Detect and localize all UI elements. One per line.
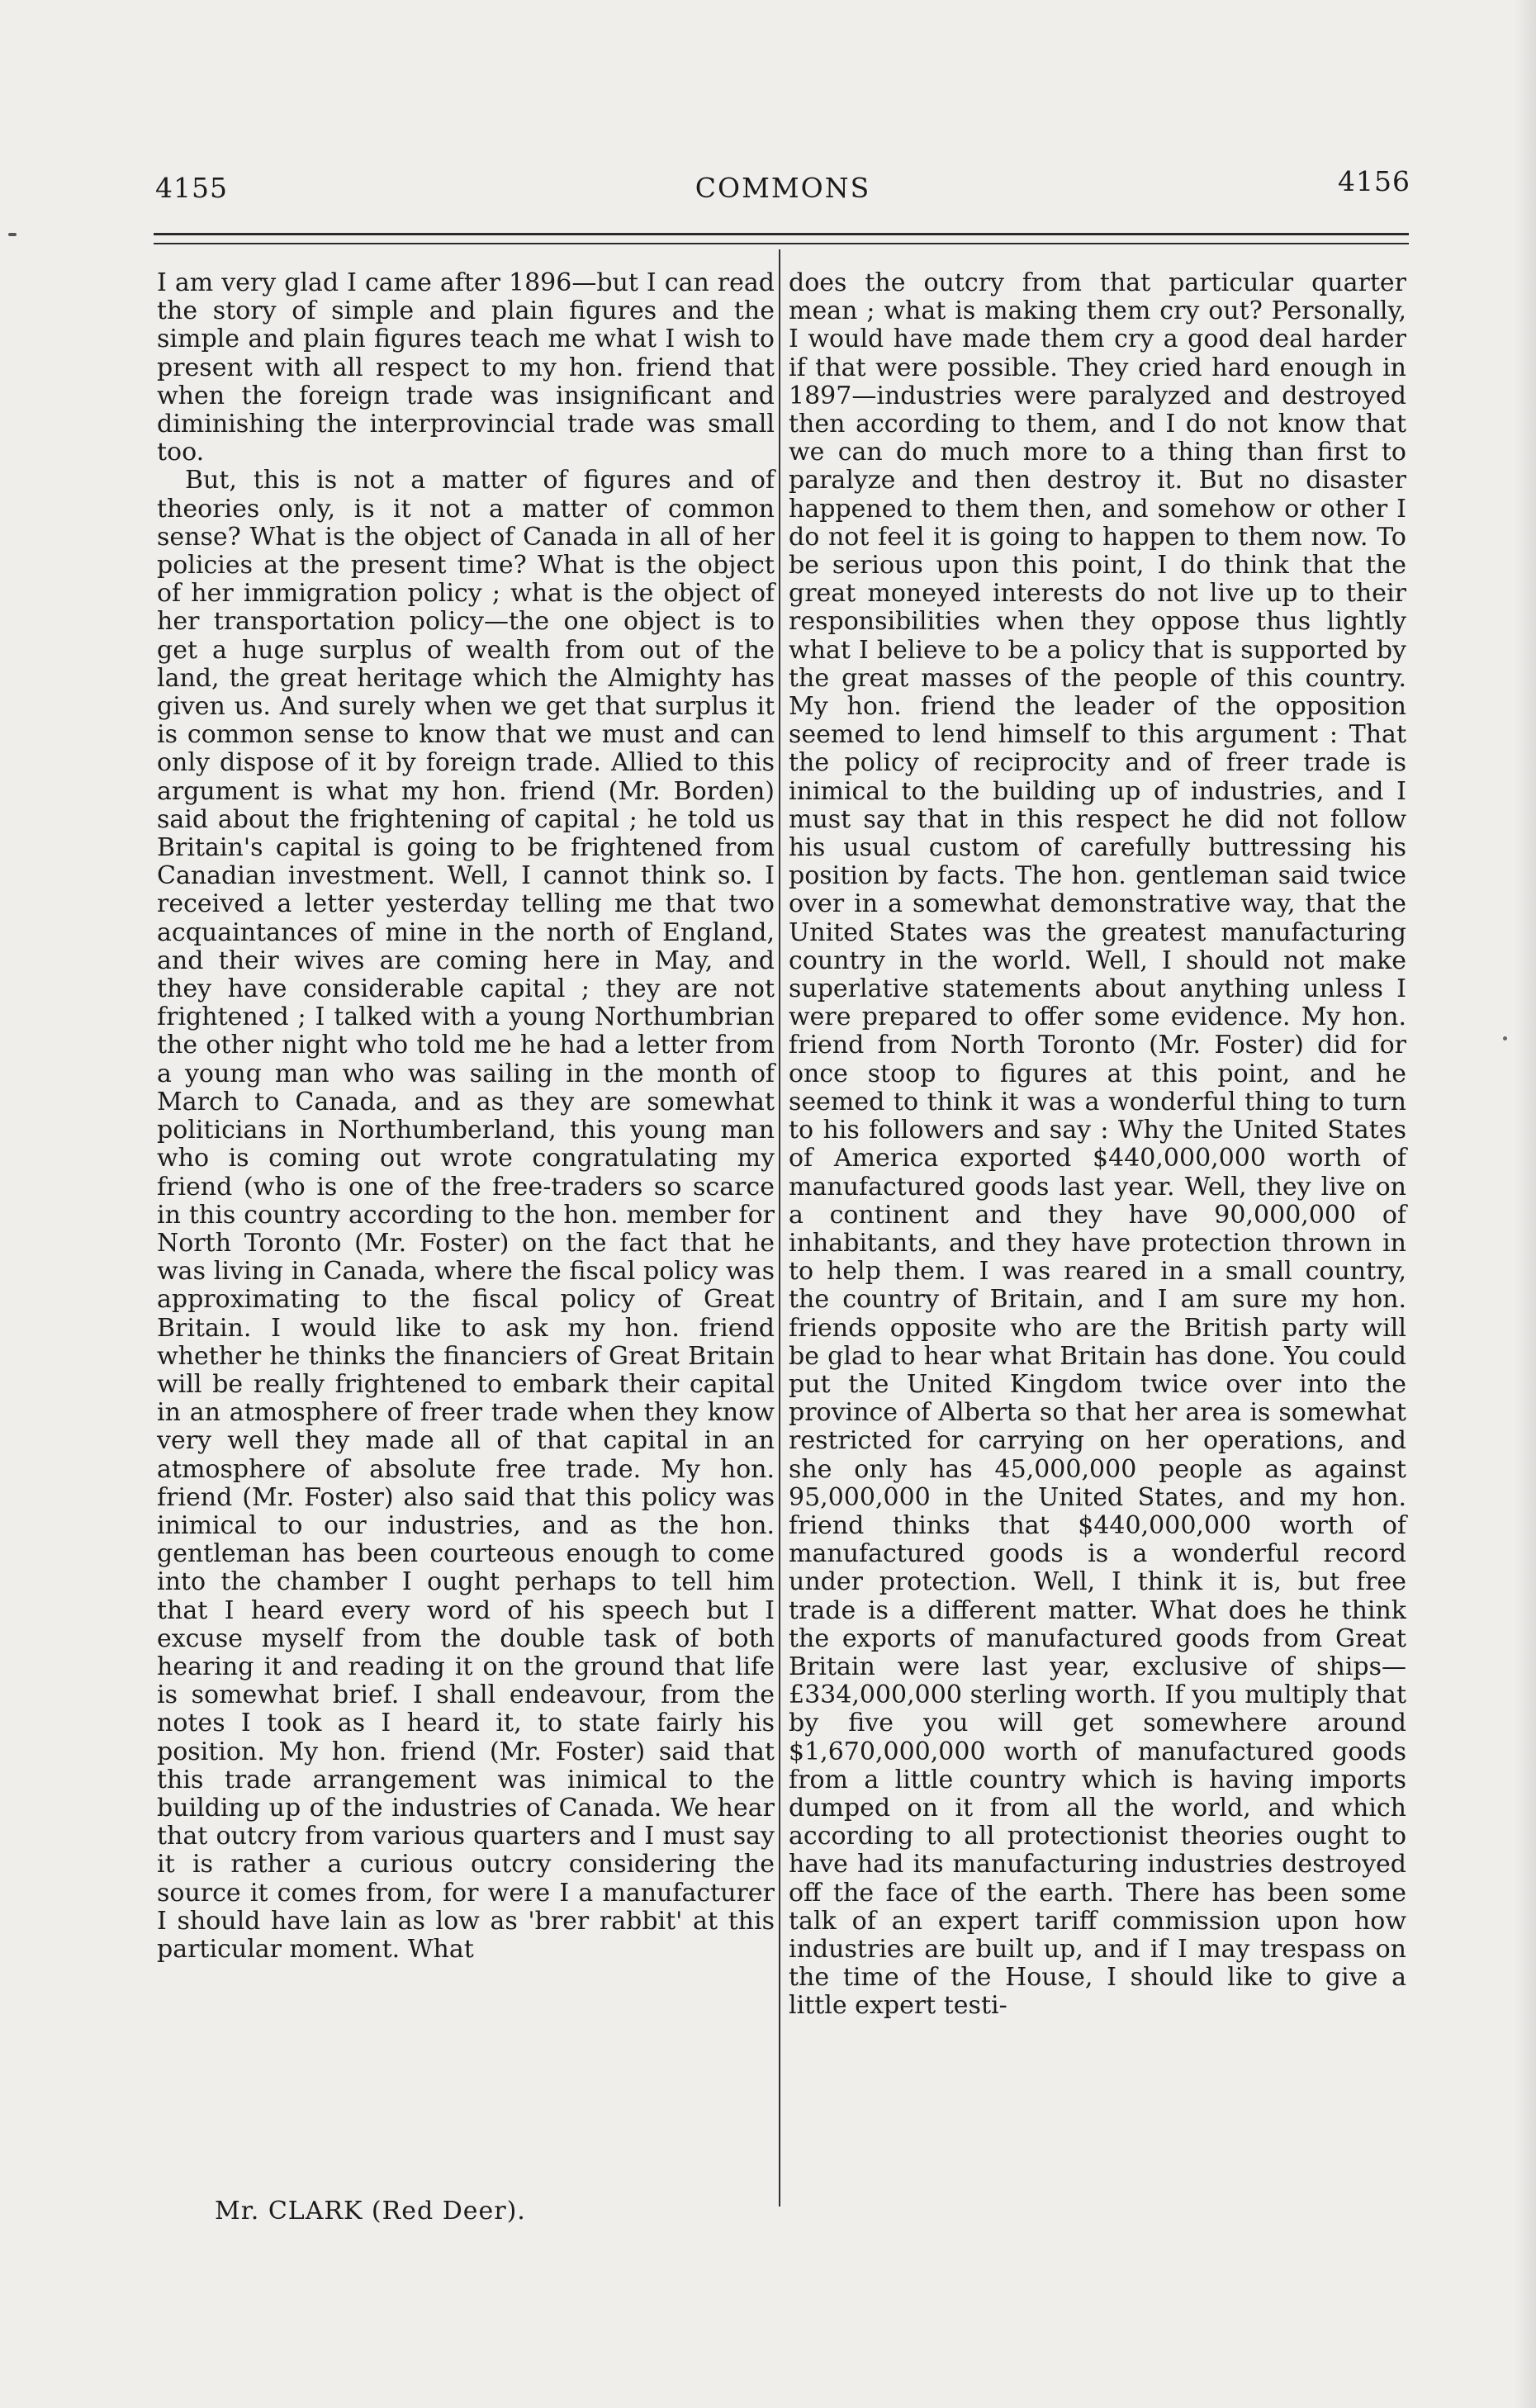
column-divider xyxy=(779,249,780,2207)
running-title: COMMONS xyxy=(695,172,871,204)
right-column xyxy=(789,269,1406,2021)
speaker-label: Mr. CLARK (Red Deer). xyxy=(215,2197,526,2226)
right-paragraph-1: does the outcry from that particular quarter mean ; what is making them cry out? Personally, I would have made them cry a good deal harder if that were possible. They cried hard enough in 1897—industries were paralyzed and destroyed then according to them, and I do not know that we can do much more to a thing than first to paralyze and then destroy it. But no disaster happened to them then, and somehow or other I do not feel it is going to happen to them now. To be serious upon this point, I do think that the great moneyed interests do not live up to their responsibilities when they oppose thus lightly what I believe to be a policy that is supported by the great masses of the people of this country. My hon. friend the leader of the opposition seemed to lend himself to this argument : That the policy of reciprocity and of freer trade is inimical to the building up of industries, and I must say that in this respect he did not follow his usual custom of carefully buttressing his position by facts. The hon. gentleman said twice over in a somewhat demonstrative way, that the United States was the greatest manufacturing country in the world. Well, I should not make superlative statements about anything unless I were prepared to offer some evidence. My hon. friend from North Toronto (Mr. Foster) did for once stoop to figures at this point, and he seemed to think it was a wonderful thing to turn to his followers and say : Why the United States of America exported $440,000,000 worth of manufactured goods last year. Well, they live on a continent and they have 90,000,000 of inhabitants, and they have protection thrown in to help them. I was reared in a small country, the country of Britain, and I am sure my hon. friends opposite who are the British party will be glad to hear what Britain has done. You could put the United Kingdom twice over into the province of Alberta so that her area is somewhat restricted for carrying on her operations, and she only has 45,000,000 people as against 95,000,000 in the United States, and my hon. friend thinks that $440,000,000 worth of manufactured goods is a wonderful record under protection. Well, I think it is, but free trade is a different matter. What does he think the exports of manufactured goods from Great Britain were last year, exclusive of ships—£334,000,000 sterling worth. If you multiply that by five you will get somewhere around $1,670,000,000 worth of manufactured goods from a little country which is having imports dumped on it from all the world, and which according to all protectionist theories ought to have had its manufacturing industries destroyed off the face of the earth. There has been some talk of an expert tariff commission upon how industries are built up, and if I may trespass on the time of the House, I should like to give a little expert testi- xyxy=(789,268,1406,2021)
margin-speck xyxy=(1503,1036,1507,1040)
header-rule-bottom xyxy=(154,243,1409,244)
left-column xyxy=(157,269,775,1964)
left-paragraph-2: But, this is not a matter of figures and of theories only, is it not a matter of common sense? What is the object of Canada in all of her policies at the present time? What is the object of her immigration policy ; what is the object of her transportation policy—the one object is to get a huge surplus of wealth from out of the land, the great heritage which the Almighty has given us. And surely when we get that surplus it is common sense to know that we must and can only dispose of it by foreign trade. Allied to this argument is what my hon. friend (Mr. Borden) said about the frightening of capital ; he told us Britain's capital is going to be frightened from Canadian investment. Well, I cannot think so. I received a letter yesterday telling me that two acquaintances of mine in the north of England, and their wives are coming here in May, and they have considerable capital ; they are not frightened ; I talked with a young Northumbrian the other night who told me he had a letter from a young man who was sailing in the month of March to Canada, and as they are somewhat politicians in Northumberland, this young man who is coming out wrote congratulating my friend (who is one of the free-traders so scarce in this country according to the hon. member for North Toronto (Mr. Foster) on the fact that he was living in Canada, where the fiscal policy was approximating to the fiscal policy of Great Britain. I would like to ask my hon. friend whether he thinks the financiers of Great Britain will be really frightened to embark their capital in an atmosphere of freer trade when they know very well they made all of that capital in an atmosphere of absolute free trade. My hon. friend (Mr. Foster) also said that this policy was inimical to our industries, and as the hon. gentleman has been courteous enough to come into the chamber I ought perhaps to tell him that I heard every word of his speech but I excuse myself from the double task of both hearing it and reading it on the ground that life is somewhat brief. I shall endeavour, from the notes I took as I heard it, to state fairly his position. My hon. friend (Mr. Foster) said that this trade arrangement was inimical to the building up of the industries of Canada. We hear that outcry from various quarters and I must say it is rather a curious outcry considering the source it comes from, for were I a manufacturer I should have lain as low as 'brer rabbit' at this particular moment. What xyxy=(157,466,775,1964)
margin-mark xyxy=(8,233,17,236)
left-paragraph-1: I am very glad I came after 1896—but I can read the story of simple and plain figures and the simple and plain figures teach me what I wish to present with all respect to my hon. friend that when the foreign trade was insignificant and diminishing the interprovincial trade was small too. xyxy=(157,268,775,467)
page-number-right: 4156 xyxy=(1338,165,1410,197)
header-rule-top xyxy=(154,233,1409,235)
page-header xyxy=(155,162,1410,211)
page-edge-shadow xyxy=(1515,0,1536,2408)
page-number-left: 4155 xyxy=(155,172,228,204)
